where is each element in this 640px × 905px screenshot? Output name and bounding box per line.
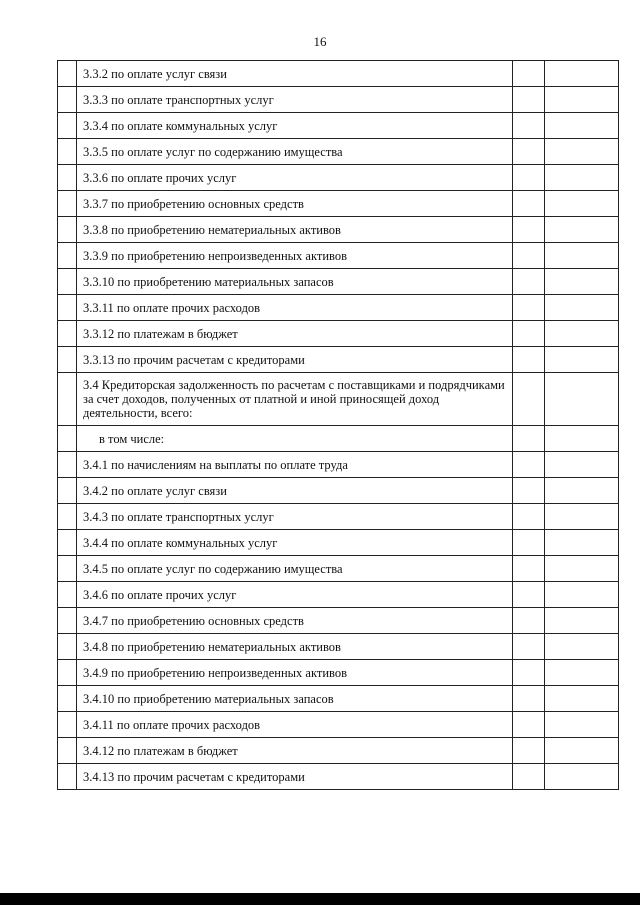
blank-cell (545, 87, 619, 113)
table-row (58, 426, 619, 452)
blank-cell (58, 217, 77, 243)
blank-cell (58, 712, 77, 738)
blank-cell (513, 452, 545, 478)
table-row (58, 478, 619, 504)
blank-cell (513, 582, 545, 608)
table-row (58, 764, 619, 790)
blank-cell (513, 269, 545, 295)
scan-edge (0, 893, 640, 905)
blank-cell (513, 321, 545, 347)
blank-cell (545, 426, 619, 452)
table-row (58, 373, 619, 426)
table-row (58, 347, 619, 373)
blank-cell (513, 426, 545, 452)
table-row (58, 504, 619, 530)
blank-cell (545, 113, 619, 139)
blank-cell (58, 61, 77, 87)
row-label: 3.3.10 по приобретению материальных запасов (77, 269, 513, 295)
blank-cell (545, 217, 619, 243)
blank-cell (545, 556, 619, 582)
row-label: 3.4.4 по оплате коммунальных услуг (77, 530, 513, 556)
blank-cell (513, 634, 545, 660)
blank-cell (513, 113, 545, 139)
blank-cell (545, 165, 619, 191)
blank-cell (545, 61, 619, 87)
blank-cell (545, 712, 619, 738)
blank-cell (513, 556, 545, 582)
blank-cell (58, 191, 77, 217)
blank-cell (545, 321, 619, 347)
blank-cell (58, 295, 77, 321)
table-body (58, 61, 619, 790)
blank-cell (545, 243, 619, 269)
blank-cell (58, 634, 77, 660)
table-row (58, 295, 619, 321)
row-label: 3.3.2 по оплате услуг связи (77, 61, 513, 87)
blank-cell (58, 321, 77, 347)
row-label: в том числе: (99, 431, 165, 446)
blank-cell (545, 295, 619, 321)
blank-cell (58, 556, 77, 582)
blank-cell (513, 686, 545, 712)
blank-cell (545, 504, 619, 530)
table-row (58, 452, 619, 478)
blank-cell (58, 165, 77, 191)
row-label: 3.4.12 по платежам в бюджет (77, 738, 513, 764)
table-row (58, 321, 619, 347)
blank-cell (58, 347, 77, 373)
blank-cell (545, 582, 619, 608)
blank-cell (545, 530, 619, 556)
table-row (58, 608, 619, 634)
table-row (58, 165, 619, 191)
table-row (58, 191, 619, 217)
table-row (58, 686, 619, 712)
table-row (58, 217, 619, 243)
table-row (58, 738, 619, 764)
blank-cell (58, 139, 77, 165)
table-row (58, 634, 619, 660)
table-row (58, 530, 619, 556)
row-label: 3.4.13 по прочим расчетам с кредиторами (77, 764, 513, 790)
row-label: 3.4.10 по приобретению материальных запасов (77, 686, 513, 712)
row-label: 3.3.4 по оплате коммунальных услуг (77, 113, 513, 139)
blank-cell (513, 660, 545, 686)
row-label: 3.3.12 по платежам в бюджет (77, 321, 513, 347)
blank-cell (545, 347, 619, 373)
row-label: 3.3.3 по оплате транспортных услуг (77, 87, 513, 113)
row-label: 3.4.7 по приобретению основных средств (77, 608, 513, 634)
blank-cell (513, 478, 545, 504)
table-row (58, 113, 619, 139)
blank-cell (545, 373, 619, 426)
blank-cell (513, 347, 545, 373)
blank-cell (58, 478, 77, 504)
row-label: 3.4.9 по приобретению непроизведенных активов (77, 660, 513, 686)
budget-table (57, 60, 619, 790)
blank-cell (513, 530, 545, 556)
blank-cell (58, 738, 77, 764)
blank-cell (545, 608, 619, 634)
row-label: 3.4.1 по начислениям на выплаты по оплате труда (77, 452, 513, 478)
blank-cell (545, 452, 619, 478)
blank-cell (58, 504, 77, 530)
blank-cell (58, 530, 77, 556)
blank-cell (58, 87, 77, 113)
blank-cell (513, 165, 545, 191)
blank-cell (58, 764, 77, 790)
blank-cell (58, 660, 77, 686)
blank-cell (513, 217, 545, 243)
blank-cell (545, 634, 619, 660)
blank-cell (545, 738, 619, 764)
row-label: 3.4.5 по оплате услуг по содержанию имущества (77, 556, 513, 582)
blank-cell (513, 87, 545, 113)
row-label: 3.3.9 по приобретению непроизведенных активов (77, 243, 513, 269)
blank-cell (513, 764, 545, 790)
row-label: 3.3.8 по приобретению нематериальных активов (77, 217, 513, 243)
row-label-cell (77, 426, 513, 452)
row-label: 3.4 Кредиторская задолженность по расчетам с поставщиками и подрядчиками за счет доходов, полученных от платной и иной приносящей доход деятельности, всего: (77, 373, 513, 426)
blank-cell (545, 191, 619, 217)
table-row (58, 556, 619, 582)
row-label: 3.4.8 по приобретению нематериальных активов (77, 634, 513, 660)
blank-cell (513, 504, 545, 530)
blank-cell (545, 660, 619, 686)
blank-cell (58, 269, 77, 295)
table-row (58, 243, 619, 269)
blank-cell (513, 139, 545, 165)
blank-cell (513, 373, 545, 426)
table-row (58, 269, 619, 295)
row-label: 3.3.5 по оплате услуг по содержанию имущества (77, 139, 513, 165)
blank-cell (513, 191, 545, 217)
blank-cell (58, 452, 77, 478)
page-number: 16 (313, 34, 327, 49)
blank-cell (513, 738, 545, 764)
blank-cell (58, 582, 77, 608)
blank-cell (513, 295, 545, 321)
blank-cell (58, 113, 77, 139)
blank-cell (58, 608, 77, 634)
blank-cell (513, 243, 545, 269)
table-row (58, 660, 619, 686)
row-label: 3.4.11 по оплате прочих расходов (77, 712, 513, 738)
row-label: 3.3.13 по прочим расчетам с кредиторами (77, 347, 513, 373)
table-row (58, 139, 619, 165)
blank-cell (513, 608, 545, 634)
table-row (58, 712, 619, 738)
blank-cell (513, 712, 545, 738)
table-row (58, 87, 619, 113)
row-label: 3.4.2 по оплате услуг связи (77, 478, 513, 504)
blank-cell (545, 139, 619, 165)
row-label: 3.3.11 по оплате прочих расходов (77, 295, 513, 321)
blank-cell (58, 426, 77, 452)
blank-cell (545, 269, 619, 295)
row-label: 3.3.6 по оплате прочих услуг (77, 165, 513, 191)
blank-cell (58, 686, 77, 712)
table-row (58, 61, 619, 87)
blank-cell (545, 478, 619, 504)
row-label: 3.4.3 по оплате транспортных услуг (77, 504, 513, 530)
row-label: 3.4.6 по оплате прочих услуг (77, 582, 513, 608)
blank-cell (545, 686, 619, 712)
blank-cell (58, 373, 77, 426)
table-row (58, 582, 619, 608)
blank-cell (545, 764, 619, 790)
blank-cell (513, 61, 545, 87)
row-label: 3.3.7 по приобретению основных средств (77, 191, 513, 217)
blank-cell (58, 243, 77, 269)
